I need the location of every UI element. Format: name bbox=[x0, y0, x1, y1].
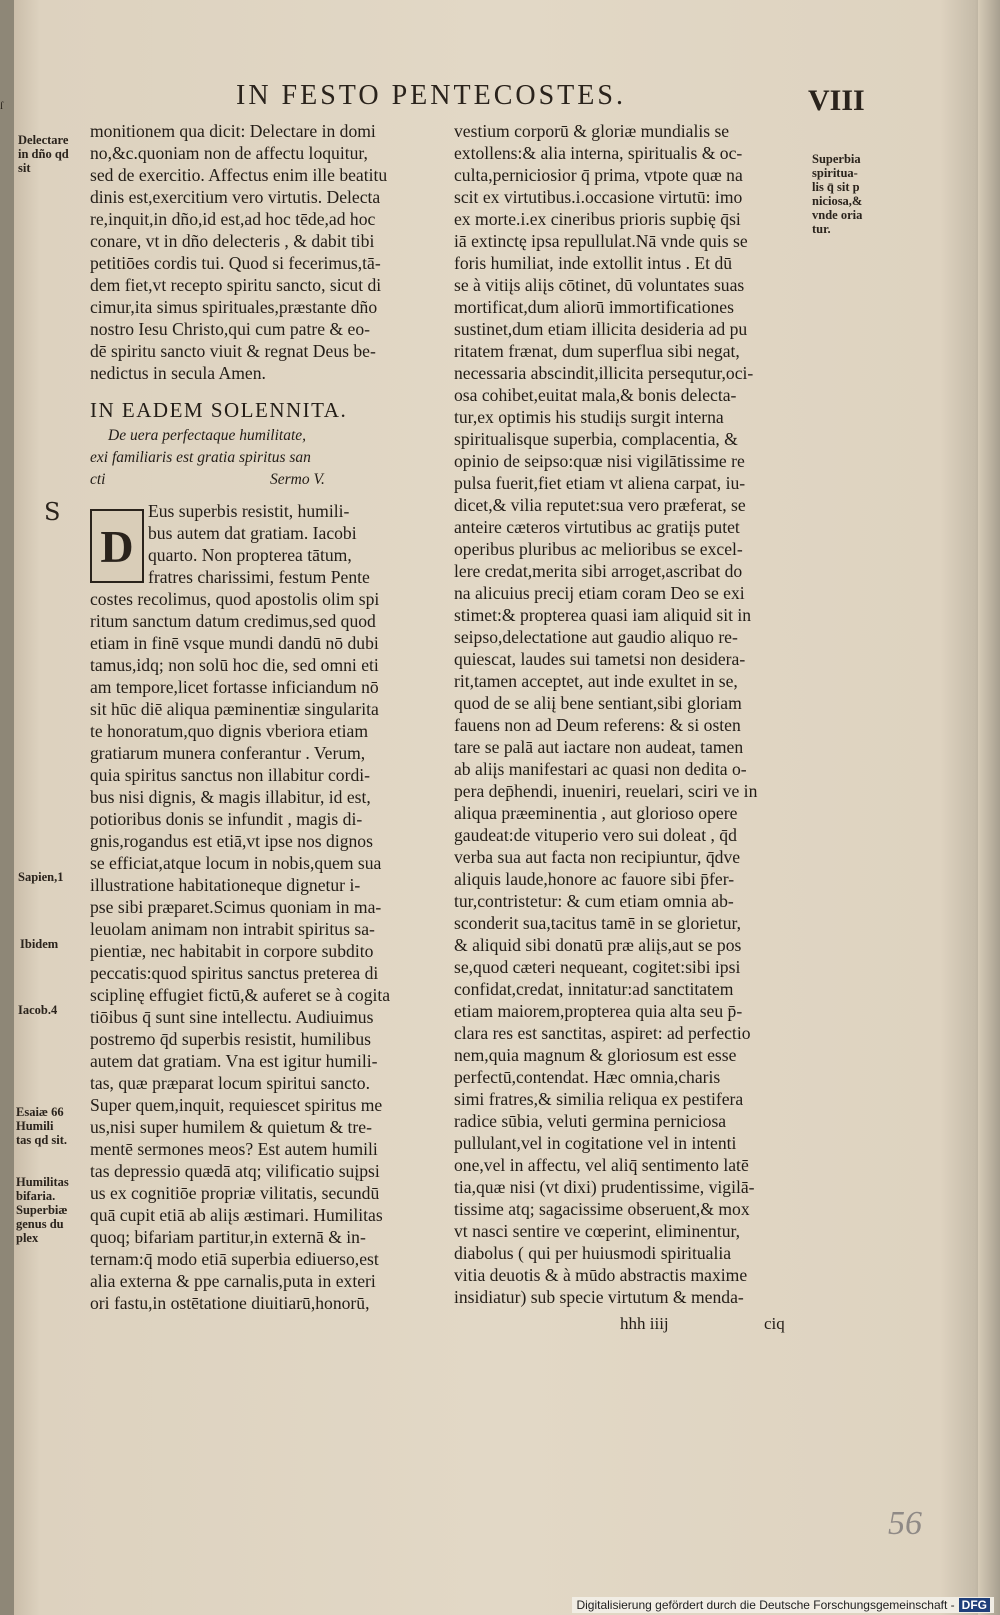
text-line: fauens non ad Deum referens: & si osten bbox=[454, 715, 741, 735]
text-line: necessaria abscindit,illicita persequtur,oci- bbox=[454, 363, 754, 383]
text-line: opinio de seipso:quæ nisi vigilātissime re bbox=[454, 451, 745, 471]
text-line: sit hūc diē aliqua pæminentiæ singularita bbox=[90, 699, 379, 719]
text-line: sconderit sua,tacitus tamē in se glorietur, bbox=[454, 913, 742, 933]
text-line: alia externa & ppe carnalis,puta in exteri bbox=[90, 1271, 376, 1291]
text-line: gratiarum munera conferantur . Verum, bbox=[90, 743, 366, 763]
text-line: pullulant,vel in cogitatione vel in intenti bbox=[454, 1133, 737, 1153]
text-line: foris humiliat, inde extollit intus . Et dū bbox=[454, 253, 733, 273]
sermon-subtitle: De uera perfectaque humilitate, bbox=[108, 427, 307, 444]
text-line: potioribus donis se infundit , magis di- bbox=[90, 809, 363, 829]
text-line: vestium corporū & gloriæ mundialis se bbox=[454, 121, 730, 141]
text-line: seipso,delectatione aut gaudio aliquo re- bbox=[454, 627, 738, 647]
text-line: perfectū,contendat. Hæc omnia,charis bbox=[454, 1067, 721, 1087]
text-line: nostro Iesu Christo,qui cum patre & eo- bbox=[90, 319, 370, 339]
text-line: sustinet,dum etiam illicita desideria ad pu bbox=[454, 319, 748, 339]
text-line: tissime atq; sagacissime obseruent,& mox bbox=[454, 1199, 750, 1219]
binding-gutter bbox=[0, 0, 14, 1615]
text-line: operibus pluribus ac melioribus se excel- bbox=[454, 539, 743, 559]
sermon-number: Sermo V. bbox=[270, 471, 325, 488]
margin-note-delectare: Delectare in dño qd sit bbox=[18, 133, 69, 175]
text-line: verba sua aut facta non recipiuntur, q̄dve bbox=[454, 847, 741, 867]
text-line: stimet:& propterea quasi iam aliquid sit in bbox=[454, 605, 752, 625]
text-line: anteire cæteros virtutibus ac gratiįs putet bbox=[454, 517, 740, 537]
section-heading: IN EADEM SOLENNITA. bbox=[90, 398, 348, 422]
text-line: ex morte.i.ex cineribus prioris supbię q̄si bbox=[454, 209, 741, 229]
text-line: quiescat, laudes sui tametsi non desidera- bbox=[454, 649, 746, 669]
text-line: tas depressio quædā atq; vilificatio suįpsi bbox=[90, 1161, 380, 1181]
text-line: re,inquit,in dño,id est,ad hoc tēde,ad hoc bbox=[90, 209, 376, 229]
text-line: pera dep̄hendi, inueniri, reuelari, sciri ve in bbox=[454, 781, 758, 801]
text-line: no,&c.quoniam non de affectu loquitur, bbox=[90, 143, 368, 163]
text-line: ab aliįs manifestari ac quasi non dedita o- bbox=[454, 759, 747, 779]
text-line: petitiōes cordis tui. Quod si fecerimus,tā- bbox=[90, 253, 381, 273]
text-line: etiam maiorem,propterea quia alta seu p̄- bbox=[454, 1001, 743, 1021]
text-line: se efficiat,atque locum in nobis,quem sua bbox=[90, 853, 382, 873]
text-line: insidiatur) sub specie virtutum & menda- bbox=[454, 1287, 744, 1307]
text-line: tur,contristetur: & cum etiam omnia ab- bbox=[454, 891, 734, 911]
text-line: ori fastu,in ostētatione diuitiarū,honorū, bbox=[90, 1293, 370, 1313]
margin-note-humilitas: Humilitas bifaria. Superbiæ genus du plex bbox=[16, 1175, 69, 1245]
text-line: lere credat,merita sibi arroget,ascribat do bbox=[454, 561, 743, 581]
running-head: IN FESTO PENTECOSTES. bbox=[236, 80, 626, 111]
text-line: clara res est sanctitas, aspiret: ad perfectio bbox=[454, 1023, 751, 1043]
text-line: gaudeat:de vituperio vero sui doleat , q̄d bbox=[454, 825, 737, 845]
text-line: sciplinę effugiet fictū,& auferet se à cogita bbox=[90, 985, 391, 1005]
text-line: tiōibus q̄ sunt sine intellectu. Audiuimus bbox=[90, 1007, 374, 1027]
text-line: am tempore,licet fortasse inficiandum nō bbox=[90, 677, 379, 697]
text-line: vitia deuotis & à mūdo abstractis maxime bbox=[454, 1265, 748, 1285]
text-line: one,vel in affectu, vel aliq̄ sentimento latē bbox=[454, 1155, 749, 1175]
margin-note-iacob: Iacob.4 bbox=[18, 1003, 58, 1017]
text-line: se à vitiįs aliįs cōtinet, dū voluntates suas bbox=[454, 275, 745, 295]
neighbor-page-fragment: ſ bbox=[0, 100, 4, 112]
text-line: fratres charissimi, festum Pente bbox=[148, 567, 370, 587]
margin-note-ibidem: Ibidem bbox=[20, 937, 59, 951]
text-line: us ex cognitiōe propriæ vilitatis, secundū bbox=[90, 1183, 380, 1203]
text-line: rit,tamen acceptet, aut inde exultet in se, bbox=[454, 671, 738, 691]
text-line: culta,perniciosior q̄ prima, vtpote quæ na bbox=[454, 165, 743, 185]
text-line: quoq; bifariam partitur,in externā & in- bbox=[90, 1227, 366, 1247]
text-line: radice sūbia, veluti germina perniciosa bbox=[454, 1111, 727, 1131]
text-line: tamus,idq; non solū hoc die, sed omni eti bbox=[90, 655, 379, 675]
text-line: spiritualisque superbia, complacentia, & bbox=[454, 429, 738, 449]
text-line: se,quod cæteri nequeant, cogitet:sibi ipsi bbox=[454, 957, 741, 977]
text-line: pientiæ, nec habitabit in corpore subdito bbox=[90, 941, 374, 961]
text-line: extollens:& alia interna, spiritualis & oc- bbox=[454, 143, 743, 163]
text-line: ritatem frænat, dum superflua sibi negat, bbox=[454, 341, 740, 361]
text-line: costes recolimus, quod apostolis olim spi bbox=[90, 589, 380, 609]
text-line: aliqua præeminentia , aut glorioso opere bbox=[454, 803, 738, 823]
text-line: peccatis:quod spiritus sanctus preterea di bbox=[90, 963, 379, 983]
text-line: bus autem dat gratiam. Iacobi bbox=[148, 523, 357, 543]
text-line: autem dat gratiam. Vna est igitur humili- bbox=[90, 1051, 378, 1071]
dfg-logo: DFG bbox=[959, 1598, 990, 1612]
text-line: simi fratres,& similia reliqua ex pestifera bbox=[454, 1089, 744, 1109]
digitization-footer bbox=[572, 1597, 994, 1613]
text-line: dicet,& vilia reputet:sua vero præferat, se bbox=[454, 495, 746, 515]
margin-letter-s: S bbox=[44, 498, 61, 526]
text-line: gnis,rogandus est etiā,vt ipse nos dignos bbox=[90, 831, 373, 851]
text-line: mentē sermones meos? Est autem humili bbox=[90, 1139, 378, 1159]
text-line: us,nisi super humilem & quietum & tre- bbox=[90, 1117, 372, 1137]
text-line: bus nisi dignis, & magis illabitur, id est, bbox=[90, 787, 371, 807]
text-line: mortificat,dum aliorū immortificationes bbox=[454, 297, 734, 317]
signature-mark: hhh iiij bbox=[620, 1314, 669, 1333]
margin-note-esaiae: Esaiæ 66 Humili tas qd sit. bbox=[16, 1105, 68, 1147]
margin-note-superbia: Superbia spiritua- lis q̄ sit p niciosa,& vnde oria tur. bbox=[812, 152, 863, 236]
text-line: tur,ex optimis his studiįs surgit interna bbox=[454, 407, 724, 427]
text-line: ternam:q̄ modo etiā superbia ediuerso,est bbox=[90, 1249, 379, 1269]
text-line: Super quem,inquit, requiescet spiritus me bbox=[90, 1095, 383, 1115]
page-edge bbox=[978, 0, 1000, 1615]
text-line: tare se palā aut iactare non audeat, tamen bbox=[454, 737, 744, 757]
text-line: nedictus in secula Amen. bbox=[90, 363, 266, 383]
text-line: cimur,ita simus spirituales,præstante dño bbox=[90, 297, 378, 317]
text-line: dē spiritu sancto viuit & regnat Deus be- bbox=[90, 341, 376, 361]
text-line: dinis est,exercitium vero virtutis. Delecta bbox=[90, 187, 381, 207]
ornamental-initial: D bbox=[90, 509, 144, 583]
text-line: aliquis laude,honore ac fauore sibi p̄fer- bbox=[454, 869, 735, 889]
text-line: & aliquid sibi donatū præ aliįs,aut se pos bbox=[454, 935, 742, 955]
text-line: osa cohibet,euitat mala,& bonis delecta- bbox=[454, 385, 737, 405]
text-line: quod de se aliį bene sentiant,sibi gloriam bbox=[454, 693, 742, 713]
text-line: illustratione habitationeque dignetur i- bbox=[90, 875, 361, 895]
text-line: postremo q̄d superbis resistit, humilibus bbox=[90, 1029, 372, 1049]
text-line: na alicuius precij etiam coram Deo se exi bbox=[454, 583, 745, 603]
text-line: quā cupit etiā ab aliįs æstimari. Humilitas bbox=[90, 1205, 383, 1225]
text-line: sed de exercitio. Affectus enim ille beatitu bbox=[90, 165, 388, 185]
text-line: tas, quæ præparat locum spiritui sancto. bbox=[90, 1073, 370, 1093]
margin-note-sapien: Sapien,1 bbox=[18, 870, 64, 884]
text-line: nem,quia magnum & gloriosum est esse bbox=[454, 1045, 737, 1065]
text-line: dem fiet,vt recepto spiritu sancto, sicut di bbox=[90, 275, 382, 295]
text-line: pulsa fuerit,fiet etiam vt aliena carpat, iu- bbox=[454, 473, 746, 493]
text-line: monitionem qua dicit: Delectare in domi bbox=[90, 121, 376, 141]
catchword: ciq bbox=[764, 1314, 785, 1333]
text-line: quia spiritus sanctus non illabitur cordi- bbox=[90, 765, 370, 785]
text-line: confidat,credat, innitatur:ad sanctitatem bbox=[454, 979, 734, 999]
text-line: tia,quæ nisi (vt dixi) prudentissime, vigilā- bbox=[454, 1177, 755, 1197]
text-line: Eus superbis resistit, humili- bbox=[148, 501, 350, 521]
text-line: vt nasci sentire ve cœperint, eliminentur, bbox=[454, 1221, 741, 1241]
pencil-folio-annotation: 56 bbox=[888, 1505, 922, 1542]
sermon-subtitle: cti bbox=[90, 471, 106, 488]
text-line: diabolus ( qui per huiusmodi spiritualia bbox=[454, 1243, 732, 1263]
text-line: conare, vt in dño delecteris , & dabit tibi bbox=[90, 231, 375, 251]
text-line: quarto. Non propterea tātum, bbox=[148, 545, 352, 565]
text-line: te honoratum,quo dignis vberiora etiam bbox=[90, 721, 369, 741]
text-line: ritum sanctum datum credimus,sed quod bbox=[90, 611, 376, 631]
text-line: leuolam animam non intrabit spiritus sa- bbox=[90, 919, 375, 939]
sermon-subtitle: exi familiaris est gratia spiritus san bbox=[90, 449, 311, 466]
text-line: scit ex virtutibus.i.occasione virtutū: imo bbox=[454, 187, 743, 207]
text-line: pse sibi præparet.Scimus quoniam in ma- bbox=[90, 897, 382, 917]
folio-number: VIII bbox=[808, 84, 865, 117]
text-line: iā extinctę ipsa repullulat.Nā vnde quis se bbox=[454, 231, 748, 251]
footer-text: Digitalisierung gefördert durch die Deutsche Forschungsgemeinschaft - bbox=[576, 1598, 955, 1612]
text-line: etiam in finē vsque mundi dandū nō dubi bbox=[90, 633, 379, 653]
